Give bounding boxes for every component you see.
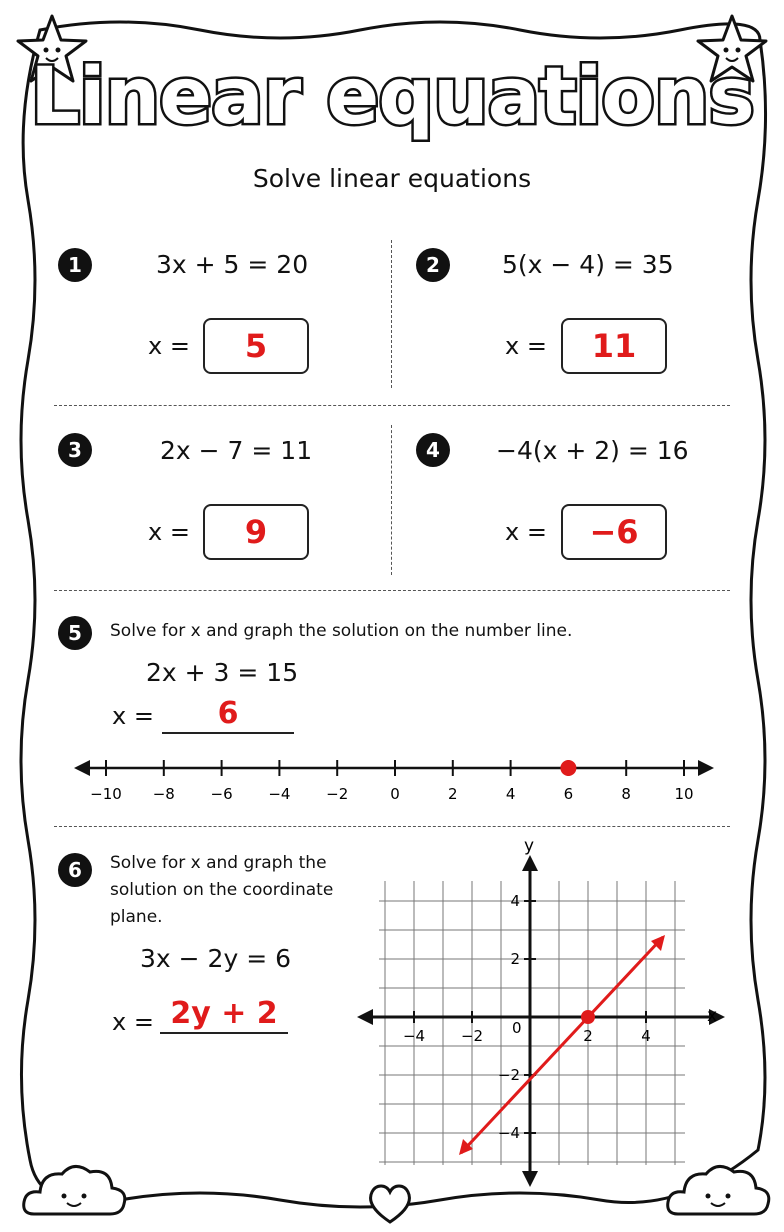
problem-number: 5 (58, 616, 92, 650)
number-line-label: 10 (674, 785, 694, 803)
problem-equation: −4(x + 2) = 16 (496, 436, 689, 465)
answer-line[interactable]: 2y + 2 (160, 996, 288, 1034)
number-line-label: −8 (152, 785, 175, 803)
answer-box[interactable]: 11 (561, 318, 667, 374)
answer-box[interactable]: 5 (203, 318, 309, 374)
number-line-label: −4 (268, 785, 291, 803)
divider (54, 826, 730, 827)
problem-number: 4 (416, 433, 450, 467)
x-axis-label: x (707, 1006, 718, 1026)
problem-equation: 2x + 3 = 15 (146, 658, 299, 687)
x-intercept-point (581, 1010, 595, 1024)
origin-label: 0 (512, 1019, 522, 1037)
number-line-label: −10 (90, 785, 122, 803)
answer-line[interactable]: 6 (162, 696, 294, 734)
solution-point (560, 760, 576, 776)
y-axis-tick-label: −2 (497, 1066, 520, 1084)
problem-instruction-line: solution on the coordinate (110, 880, 334, 900)
number-line-label: 6 (563, 785, 574, 803)
problem-equation: 2x − 7 = 11 (160, 436, 313, 465)
y-axis-tick-label: 2 (510, 950, 520, 968)
divider (391, 240, 392, 388)
problem-instruction-line: Solve for x and graph the (110, 853, 327, 873)
x-label: x = (112, 702, 154, 730)
divider (54, 590, 730, 591)
page-title: Linear equations (30, 52, 754, 142)
x-axis-tick-label: 4 (641, 1027, 651, 1045)
number-line-label: 0 (390, 785, 400, 803)
problem-number: 2 (416, 248, 450, 282)
x-label: x = (148, 332, 190, 360)
problem-number: 3 (58, 433, 92, 467)
problem-equation: 3x + 5 = 20 (156, 250, 309, 279)
coordinate-plane (355, 835, 735, 1190)
problem-instruction-line: plane. (110, 907, 163, 927)
x-label: x = (505, 518, 547, 546)
x-label: x = (148, 518, 190, 546)
answer-box[interactable]: −6 (561, 504, 667, 560)
number-line-label: 8 (621, 785, 631, 803)
divider (391, 425, 392, 575)
x-label: x = (112, 1008, 154, 1036)
x-axis-tick-label: 2 (583, 1027, 593, 1045)
number-line-label: −2 (326, 785, 349, 803)
problem-number: 1 (58, 248, 92, 282)
divider (54, 405, 730, 406)
number-line (70, 748, 720, 812)
cloud-icon (20, 1158, 130, 1222)
number-line-label: 4 (505, 785, 516, 803)
y-axis-label: y (524, 836, 535, 856)
problem-equation: 5(x − 4) = 35 (502, 250, 674, 279)
y-axis-tick-label: −4 (497, 1124, 520, 1142)
page-subtitle: Solve linear equations (252, 164, 532, 193)
x-axis-tick-label: −4 (402, 1027, 426, 1045)
y-axis-tick-label: 4 (510, 892, 520, 910)
number-line-label: 2 (448, 785, 458, 803)
x-axis-tick-label: −2 (460, 1027, 484, 1045)
number-line-label: −6 (210, 785, 233, 803)
x-label: x = (505, 332, 547, 360)
solution-line (461, 937, 663, 1153)
problem-instruction: Solve for x and graph the solution on the number line. (110, 621, 573, 641)
problem-equation: 3x − 2y = 6 (140, 944, 291, 973)
problem-number: 6 (58, 853, 92, 887)
answer-box[interactable]: 9 (203, 504, 309, 560)
